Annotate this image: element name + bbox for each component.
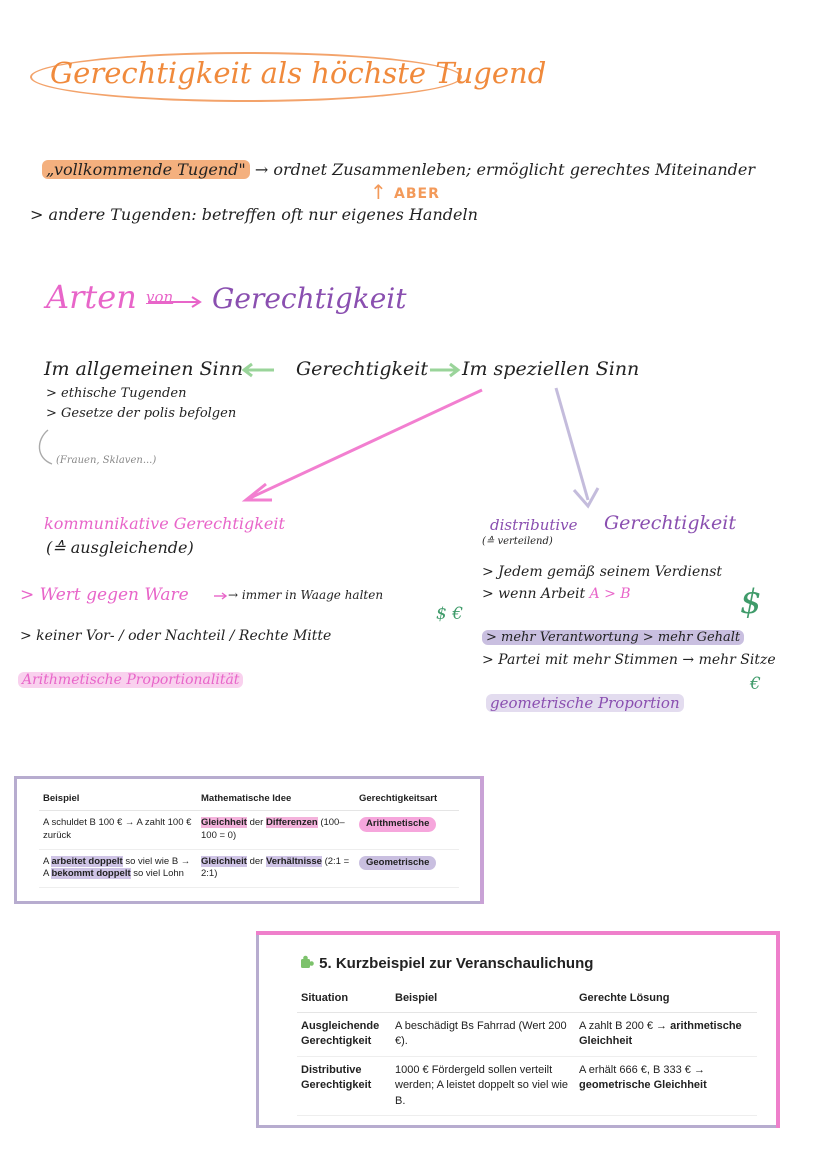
left-note: (Frauen, Sklaven...) bbox=[56, 455, 157, 466]
text-der: der bbox=[246, 855, 266, 867]
distributiv-tag bbox=[486, 694, 684, 712]
text-mid: so viel wie B → A bbox=[43, 855, 191, 880]
cell-beispiel: 1000 € Fördergeld sollen verteilt werden; A leistet doppelt so viel wie B. bbox=[391, 1056, 575, 1115]
distributiv-title-2: Gerechtigkeit bbox=[604, 512, 736, 534]
aber-label: ABER bbox=[394, 186, 440, 202]
table-row bbox=[297, 1056, 757, 1115]
pink-arrow-icon bbox=[250, 390, 482, 498]
example-table bbox=[297, 988, 757, 1116]
page-title: Gerechtigkeit als höchste Tugend bbox=[50, 56, 547, 90]
text-a: A bbox=[43, 855, 52, 867]
distributiv-item-2-text: > wenn Arbeit bbox=[482, 586, 586, 602]
cell-beispiel: A schuldet B 100 € → A zahlt 100 € zurück bbox=[39, 811, 197, 850]
puzzle-icon bbox=[299, 954, 315, 970]
mark-verhaeltnisse: Verhältnisse bbox=[265, 855, 322, 867]
loesung-text: A zahlt B 200 € → bbox=[579, 1020, 671, 1032]
distributiv-item-2 bbox=[482, 586, 631, 602]
distributiv-item-3 bbox=[482, 630, 744, 645]
cell-idee bbox=[197, 811, 355, 850]
mark-arbeitet: arbeitet doppelt bbox=[51, 855, 123, 867]
cell-idee bbox=[197, 849, 355, 888]
other-virtues-line: > andere Tugenden: betreffen oft nur eigenes Handeln bbox=[30, 205, 478, 224]
dollar-icon: $ bbox=[740, 582, 762, 622]
col-header-situation: Situation bbox=[297, 988, 391, 1013]
col-header-art: Gerechtigkeitsart bbox=[355, 789, 459, 811]
status-badge: Geometrische bbox=[359, 856, 436, 871]
mark-differenzen: Differenzen bbox=[265, 817, 318, 828]
distributiv-title-1: distributive bbox=[490, 516, 578, 534]
cell-art bbox=[355, 811, 459, 850]
loesung-text: A erhält 666 €, B 333 € → bbox=[579, 1063, 705, 1076]
kommunikativ-item-1: > Wert gegen Ware bbox=[20, 585, 189, 605]
distributiv-item-1: > Jedem gemäß seinem Verdienst bbox=[482, 564, 723, 580]
distributiv-sub: (≙ verteilend) bbox=[482, 536, 553, 547]
kommunikativ-item-2: > keiner Vor- / oder Nachteil / Rechte Mitte bbox=[20, 628, 332, 644]
left-item-2: > Gesetze der polis befolgen bbox=[46, 406, 237, 421]
text-formula: (2:1 = 2:1) bbox=[201, 855, 350, 880]
comparison-table bbox=[39, 789, 459, 888]
arten-heading: Arten bbox=[46, 278, 137, 316]
table-row bbox=[39, 849, 459, 888]
mark-bekommt: bekommt doppelt bbox=[51, 868, 131, 880]
table-card-1 bbox=[14, 776, 484, 904]
arten-heading-gerechtigkeit: Gerechtigkeit bbox=[212, 282, 407, 315]
col-header-beispiel: Beispiel bbox=[39, 789, 197, 811]
table-row bbox=[297, 1013, 757, 1057]
loesung-bold: arithmetische Gleichheit bbox=[579, 1020, 742, 1048]
distributiv-tag-text: geometrische Proportion bbox=[486, 694, 684, 712]
euro-icon: € bbox=[750, 674, 761, 694]
perfect-virtue-desc: → ordnet Zusammenleben; ermöglicht gerechtes Miteinander bbox=[254, 160, 756, 179]
table-card-2 bbox=[256, 931, 780, 1128]
text-der: der bbox=[246, 817, 266, 828]
loesung-bold: geometrische Gleichheit bbox=[579, 1079, 707, 1092]
section-title-text: 5. Kurzbeispiel zur Veranschaulichung bbox=[319, 955, 594, 972]
left-item-1: > ethische Tugenden bbox=[46, 386, 187, 401]
diagram-center: Gerechtigkeit bbox=[296, 358, 428, 380]
mark-gleichheit: Gleichheit bbox=[201, 817, 247, 828]
lavender-arrow-icon bbox=[556, 388, 588, 500]
section-title bbox=[299, 954, 593, 972]
kommunikativ-sub: (≙ ausgleichende) bbox=[46, 538, 194, 557]
mark-gleichheit: Gleichheit bbox=[201, 855, 247, 867]
kommunikativ-title: kommunikative Gerechtigkeit bbox=[44, 514, 285, 533]
kommunikativ-tag-text: Arithmetische Proportionalität bbox=[18, 672, 243, 688]
col-header-idee: Mathematische Idee bbox=[197, 789, 355, 811]
diagram-left: Im allgemeinen Sinn bbox=[44, 358, 244, 380]
distributiv-item-2-cmp: A > B bbox=[589, 586, 631, 602]
col-header-loesung: Gerechte Lösung bbox=[575, 988, 757, 1013]
perfect-virtue-label: „vollkommende Tugend" bbox=[42, 160, 250, 179]
table-row bbox=[39, 811, 459, 850]
col-header-beispiel: Beispiel bbox=[391, 988, 575, 1013]
currency-label: $ € bbox=[436, 604, 464, 624]
text-end: so viel Lohn bbox=[130, 868, 184, 880]
von-label: von bbox=[146, 288, 174, 306]
cell-loesung bbox=[575, 1013, 757, 1057]
cell-beispiel bbox=[39, 849, 197, 888]
distributiv-item-4: > Partei mit mehr Stimmen → mehr Sitze bbox=[482, 652, 776, 668]
status-badge: Arithmetische bbox=[359, 817, 436, 832]
cell-beispiel: A beschädigt Bs Fahrrad (Wert 200 €). bbox=[391, 1013, 575, 1057]
kommunikativ-item-1-note: → immer in Waage halten bbox=[228, 588, 384, 602]
cell-situation: Distributive Gerechtigkeit bbox=[297, 1056, 391, 1115]
kommunikativ-tag bbox=[18, 672, 243, 688]
arrow-up-icon: ↑ bbox=[370, 180, 387, 204]
distributiv-item-3-text: > mehr Verantwortung > mehr Gehalt bbox=[482, 630, 744, 645]
diagram-right: Im speziellen Sinn bbox=[462, 358, 640, 380]
cell-situation: Ausgleichende Gerechtigkeit bbox=[297, 1013, 391, 1057]
text-formula: (100–100 = 0) bbox=[201, 817, 345, 841]
cell-loesung bbox=[575, 1056, 757, 1115]
cell-art bbox=[355, 849, 459, 888]
